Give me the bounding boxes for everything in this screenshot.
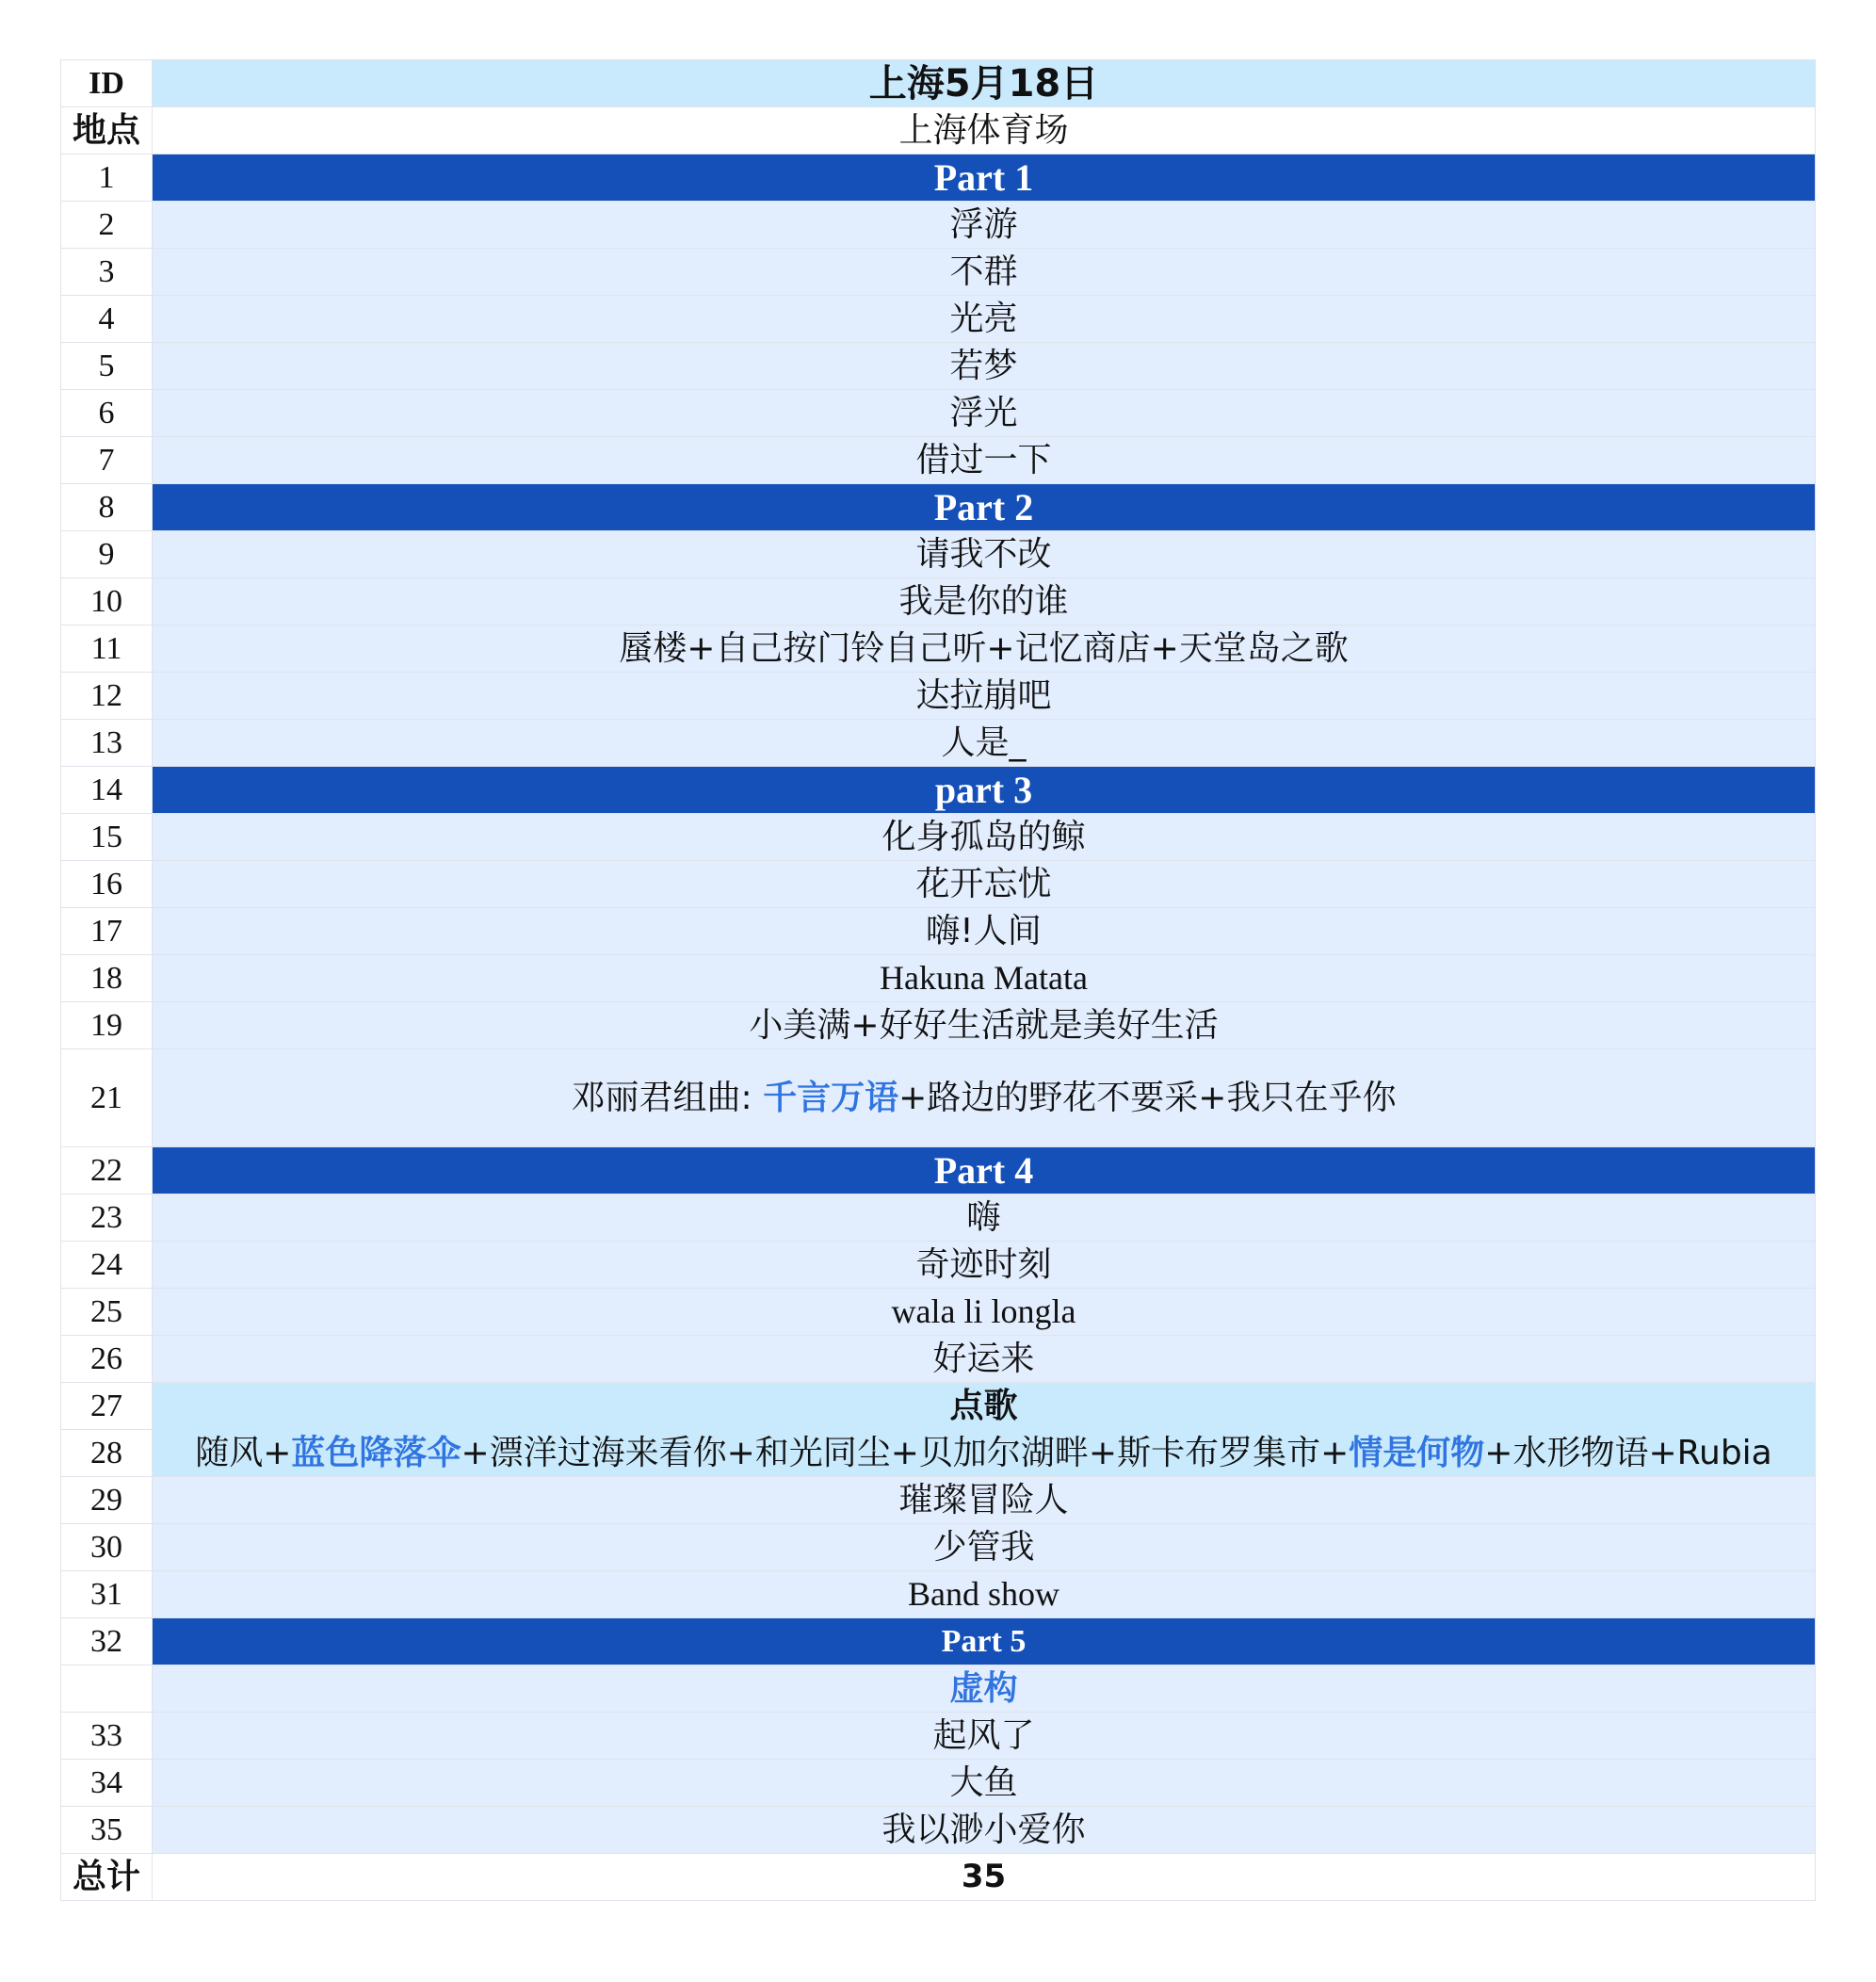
table-row bbox=[61, 343, 1816, 390]
song-cell bbox=[153, 531, 1816, 578]
table-row bbox=[61, 908, 1816, 955]
table-row bbox=[61, 1524, 1816, 1571]
song-text: 请我不改 bbox=[915, 534, 1052, 574]
table-row bbox=[61, 1665, 1816, 1713]
row-id: 34 bbox=[61, 1760, 153, 1807]
song-text: 大鱼 bbox=[949, 1763, 1018, 1802]
song-text: 不群 bbox=[949, 252, 1018, 291]
table-row bbox=[61, 861, 1816, 908]
section-row bbox=[61, 484, 1816, 531]
table-row bbox=[61, 249, 1816, 296]
row-id: 9 bbox=[61, 531, 153, 578]
row-id: 2 bbox=[61, 202, 153, 249]
section-title bbox=[153, 484, 1816, 531]
table-row bbox=[61, 1383, 1816, 1430]
row-id: 26 bbox=[61, 1336, 153, 1383]
row-id: 16 bbox=[61, 861, 153, 908]
song-cell bbox=[153, 1713, 1816, 1760]
song-text: Part 1 bbox=[933, 155, 1034, 199]
table-row bbox=[61, 1336, 1816, 1383]
row-id: 23 bbox=[61, 1194, 153, 1242]
row-id: 28 bbox=[61, 1430, 153, 1477]
song-text: +路边的野花不要采+我只在乎你 bbox=[898, 1078, 1397, 1117]
venue-row bbox=[61, 107, 1816, 154]
section-title bbox=[153, 154, 1816, 202]
song-text: wala li longla bbox=[891, 1292, 1076, 1330]
row-id: 35 bbox=[61, 1807, 153, 1854]
song-text: 浮游 bbox=[949, 204, 1018, 244]
song-cell bbox=[153, 1383, 1816, 1430]
row-id: 3 bbox=[61, 249, 153, 296]
table-row bbox=[61, 1713, 1816, 1760]
row-id: 17 bbox=[61, 908, 153, 955]
song-text: 花开忘忧 bbox=[915, 864, 1052, 903]
table-row bbox=[61, 390, 1816, 437]
song-text: 少管我 bbox=[932, 1527, 1035, 1567]
song-cell bbox=[153, 1289, 1816, 1336]
song-cell bbox=[153, 202, 1816, 249]
song-text: +水形物语+Rubia bbox=[1484, 1433, 1772, 1472]
song-text: 嗨!人间 bbox=[926, 911, 1042, 950]
song-text: 蜃楼+自己按门铃自己听+记忆商店+天堂岛之歌 bbox=[619, 628, 1349, 668]
song-text: 邓丽君组曲: bbox=[571, 1078, 764, 1117]
song-cell bbox=[153, 720, 1816, 767]
table-row bbox=[61, 1477, 1816, 1524]
table-row bbox=[61, 955, 1816, 1002]
table-row bbox=[61, 1002, 1816, 1049]
song-cell bbox=[153, 1002, 1816, 1049]
row-id: 6 bbox=[61, 390, 153, 437]
row-id: 15 bbox=[61, 814, 153, 861]
table-row bbox=[61, 814, 1816, 861]
song-cell bbox=[153, 390, 1816, 437]
setlist-table bbox=[60, 59, 1816, 1901]
table-row bbox=[61, 1242, 1816, 1289]
song-cell bbox=[153, 861, 1816, 908]
song-text: Band show bbox=[908, 1574, 1059, 1613]
table-row bbox=[61, 531, 1816, 578]
song-cell bbox=[153, 1049, 1816, 1147]
row-id: 14 bbox=[61, 767, 153, 814]
table-row bbox=[61, 1194, 1816, 1242]
section-title bbox=[153, 1147, 1816, 1194]
section-row bbox=[61, 1147, 1816, 1194]
song-text: 点歌 bbox=[949, 1386, 1018, 1425]
table-row bbox=[61, 720, 1816, 767]
id-column-header: ID bbox=[61, 60, 153, 107]
highlighted-song: 千言万语 bbox=[763, 1078, 899, 1117]
song-cell bbox=[153, 1571, 1816, 1618]
song-text: 好运来 bbox=[932, 1339, 1035, 1378]
row-id: 27 bbox=[61, 1383, 153, 1430]
song-cell bbox=[153, 1760, 1816, 1807]
song-cell bbox=[153, 955, 1816, 1002]
venue-label: 地点 bbox=[61, 107, 153, 154]
song-cell bbox=[153, 1807, 1816, 1854]
row-id: 21 bbox=[61, 1049, 153, 1147]
section-row bbox=[61, 154, 1816, 202]
song-text: 嗨 bbox=[966, 1197, 1001, 1237]
row-id: 29 bbox=[61, 1477, 153, 1524]
total-value: 35 bbox=[153, 1854, 1816, 1901]
table-row bbox=[61, 1049, 1816, 1147]
song-cell bbox=[153, 908, 1816, 955]
song-text: 达拉崩吧 bbox=[915, 675, 1052, 715]
row-id: 8 bbox=[61, 484, 153, 531]
total-label: 总计 bbox=[61, 1854, 153, 1901]
table-row bbox=[61, 1289, 1816, 1336]
song-text: 浮光 bbox=[949, 393, 1018, 432]
song-cell bbox=[153, 343, 1816, 390]
row-id: 10 bbox=[61, 578, 153, 625]
highlighted-song: 情是何物 bbox=[1349, 1433, 1485, 1472]
table-row bbox=[61, 1760, 1816, 1807]
song-text: Hakuna Matata bbox=[880, 958, 1088, 997]
setlist-body bbox=[61, 60, 1816, 1901]
song-cell bbox=[153, 625, 1816, 673]
row-id: 4 bbox=[61, 296, 153, 343]
table-row bbox=[61, 673, 1816, 720]
song-cell bbox=[153, 814, 1816, 861]
song-text: 借过一下 bbox=[915, 440, 1052, 479]
song-text: 若梦 bbox=[949, 346, 1018, 385]
row-id: 22 bbox=[61, 1147, 153, 1194]
row-id: 5 bbox=[61, 343, 153, 390]
song-text: 小美满+好好生活就是美好生活 bbox=[749, 1005, 1219, 1045]
song-text: Part 4 bbox=[933, 1148, 1034, 1192]
table-row bbox=[61, 578, 1816, 625]
total-row bbox=[61, 1854, 1816, 1901]
song-text: 我是你的谁 bbox=[898, 581, 1069, 621]
song-text: 奇迹时刻 bbox=[915, 1244, 1052, 1284]
row-id: 19 bbox=[61, 1002, 153, 1049]
table-row bbox=[61, 1430, 1816, 1477]
table-row bbox=[61, 625, 1816, 673]
song-text: 化身孤岛的鲸 bbox=[881, 817, 1086, 856]
song-cell bbox=[153, 1194, 1816, 1242]
row-id: 13 bbox=[61, 720, 153, 767]
header-row bbox=[61, 60, 1816, 107]
song-cell bbox=[153, 296, 1816, 343]
row-id: 30 bbox=[61, 1524, 153, 1571]
row-id: 11 bbox=[61, 625, 153, 673]
song-cell bbox=[153, 1430, 1816, 1477]
song-cell bbox=[153, 673, 1816, 720]
section-row bbox=[61, 1618, 1816, 1665]
song-text: part 3 bbox=[934, 768, 1033, 811]
song-text: +漂洋过海来看你+和光同尘+贝加尔湖畔+斯卡布罗集市+ bbox=[461, 1433, 1350, 1472]
row-id: 18 bbox=[61, 955, 153, 1002]
table-row bbox=[61, 1807, 1816, 1854]
song-cell bbox=[153, 249, 1816, 296]
row-id: 25 bbox=[61, 1289, 153, 1336]
song-cell bbox=[153, 1665, 1816, 1713]
row-id: 1 bbox=[61, 154, 153, 202]
highlighted-song: 蓝色降落伞 bbox=[291, 1433, 461, 1472]
table-row bbox=[61, 1571, 1816, 1618]
song-cell bbox=[153, 1336, 1816, 1383]
song-text: 起风了 bbox=[932, 1715, 1035, 1755]
song-cell bbox=[153, 1524, 1816, 1571]
song-cell bbox=[153, 1477, 1816, 1524]
song-text: Part 5 bbox=[941, 1623, 1027, 1659]
concert-title: 上海5月18日 bbox=[153, 60, 1816, 107]
song-text: Part 2 bbox=[933, 485, 1034, 528]
row-id: 7 bbox=[61, 437, 153, 484]
table-row bbox=[61, 437, 1816, 484]
venue-value: 上海体育场 bbox=[153, 107, 1816, 154]
song-text: 光亮 bbox=[949, 299, 1018, 338]
row-id: 24 bbox=[61, 1242, 153, 1289]
section-title bbox=[153, 767, 1816, 814]
song-cell bbox=[153, 1242, 1816, 1289]
row-id: 32 bbox=[61, 1618, 153, 1665]
song-text: 人是_ bbox=[941, 723, 1027, 762]
section-title bbox=[153, 1618, 1816, 1665]
section-row bbox=[61, 767, 1816, 814]
song-text: 我以渺小爱你 bbox=[881, 1810, 1086, 1849]
highlighted-song: 虚构 bbox=[949, 1668, 1018, 1708]
row-id: 31 bbox=[61, 1571, 153, 1618]
table-row bbox=[61, 202, 1816, 249]
song-cell bbox=[153, 578, 1816, 625]
song-cell bbox=[153, 437, 1816, 484]
song-text: 随风+ bbox=[195, 1433, 292, 1472]
row-id: 12 bbox=[61, 673, 153, 720]
row-id: 33 bbox=[61, 1713, 153, 1760]
row-id bbox=[61, 1665, 153, 1713]
song-text: 璀璨冒险人 bbox=[898, 1480, 1069, 1519]
table-row bbox=[61, 296, 1816, 343]
